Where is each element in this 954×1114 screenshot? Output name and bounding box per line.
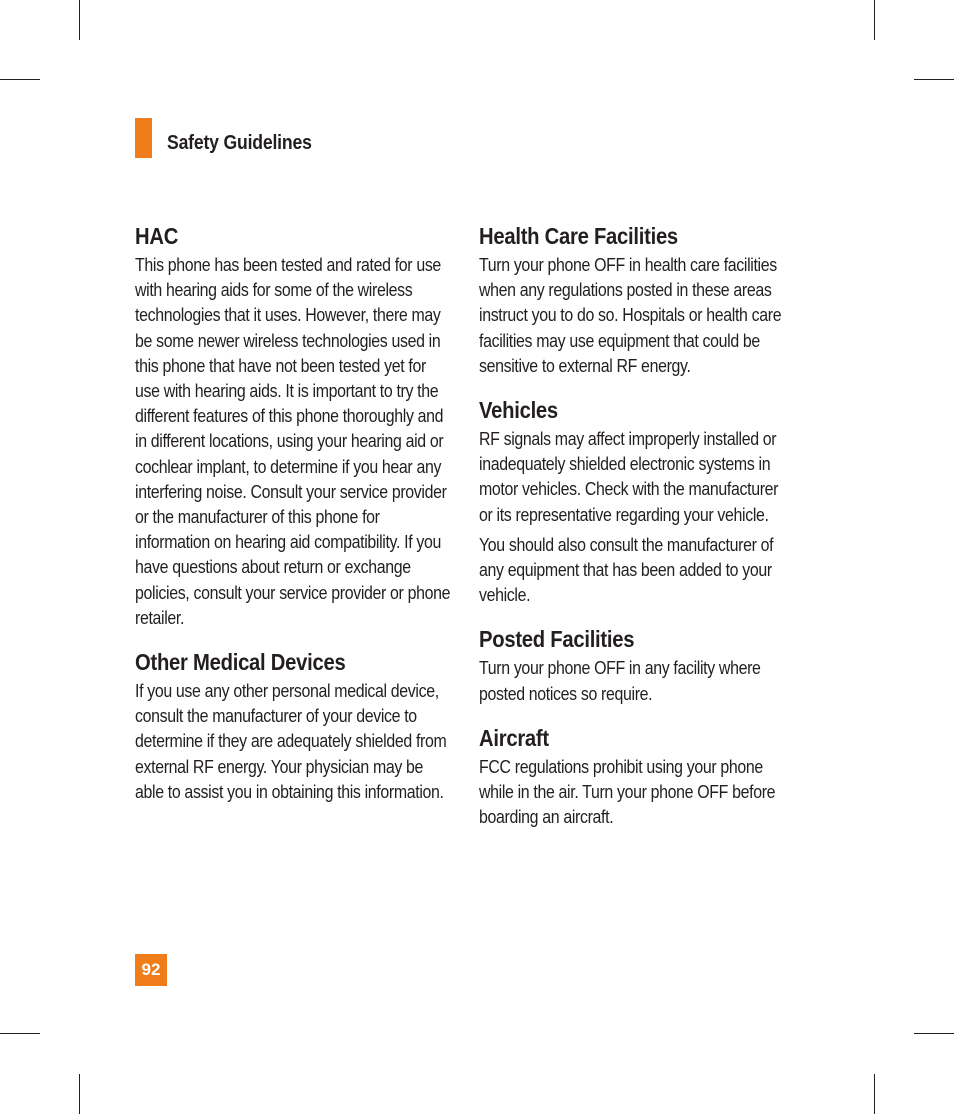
section-paragraph: You should also consult the manufacturer of any equipment that has been added to your vehicle.	[479, 533, 774, 606]
crop-mark-top-right-vertical	[874, 0, 875, 40]
section-heading: Other Medical Devices	[135, 649, 346, 676]
section-health-care-facilities	[479, 222, 799, 378]
section-heading: Vehicles	[479, 397, 558, 424]
section-heading: Posted Facilities	[479, 626, 635, 653]
crop-mark-bottom-right-horizontal	[914, 1033, 954, 1034]
section-paragraph: Turn your phone OFF in any facility where posted notices so require.	[479, 657, 761, 704]
section-heading: Health Care Facilities	[479, 223, 678, 249]
right-column	[479, 222, 799, 847]
section-heading: Aircraft	[479, 724, 549, 751]
section-other-medical-devices	[135, 648, 455, 804]
crop-mark-bottom-right-vertical	[874, 1074, 875, 1114]
page-number-badge: 92	[135, 954, 167, 986]
crop-mark-bottom-left-horizontal	[0, 1033, 40, 1034]
page-header-title: Safety Guidelines	[167, 132, 312, 154]
section-aircraft	[479, 724, 799, 830]
crop-mark-top-right-horizontal	[914, 79, 954, 80]
section-heading: HAC	[135, 223, 179, 249]
section-paragraph: RF signals may affect improperly installed or inadequately shielded electronic systems in motor vehicles. Check with the manufacturer or its representative regarding your vehicle.	[479, 428, 779, 525]
section-paragraph: This phone has been tested and rated for use with hearing aids for some of the wireless technologies that it uses. However, there may be some newer wireless technologies used in this phone that have not been tested yet for use with hearing aids. It is important to try the different features of this phone thoroughly and in different locations, using your hearing aid or cochlear implant, to determine if you hear any interfering noise. Consult your service provider or the manufacturer of this phone for information on hearing aid compatibility. If you have questions about return or exchange policies, consult your service provider or phone retailer.	[135, 254, 451, 628]
crop-mark-top-left-horizontal	[0, 79, 40, 80]
section-vehicles	[479, 396, 799, 607]
section-posted-facilities	[479, 625, 799, 705]
left-column	[135, 222, 455, 822]
header-accent-bar	[135, 118, 152, 158]
section-paragraph: If you use any other personal medical device, consult the manufacturer of your device to determine if they are adequately shielded from external RF energy. Your physician may be able to assist you in obtaining this information.	[135, 680, 447, 802]
section-hac	[135, 222, 455, 630]
section-paragraph: Turn your phone OFF in health care facilities when any regulations posted in these areas instruct you to do so. Hospitals or health care facilities may use equipment that could be sensitive to external RF energy.	[479, 254, 782, 376]
crop-mark-bottom-left-vertical	[79, 1074, 80, 1114]
crop-mark-top-left-vertical	[79, 0, 80, 40]
section-paragraph: FCC regulations prohibit using your phone while in the air. Turn your phone OFF before boarding an aircraft.	[479, 755, 776, 828]
